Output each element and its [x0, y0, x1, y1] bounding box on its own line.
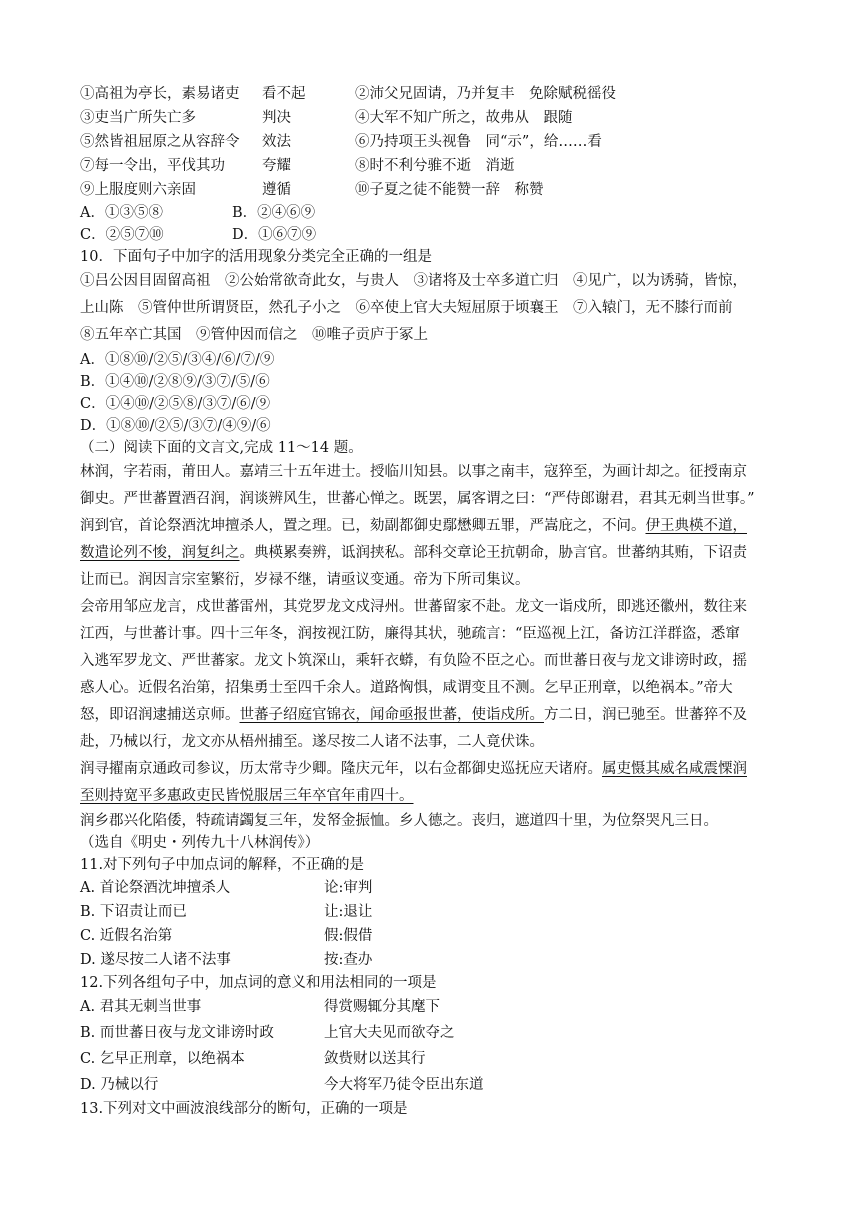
q9-sentence: ⑤然皆祖屈原之从容辞令: [80, 134, 240, 150]
q11-gloss: 论:审判: [324, 880, 373, 896]
answer-option-c: C．②⑤⑦⑩: [80, 227, 164, 243]
q11-option: [80, 948, 790, 972]
q13-stem: 13.下列对文中画波浪线部分的断句，正确的一项是: [80, 1101, 408, 1117]
q12-sentence-a: B. 而世蕃日夜与龙文诽谤时政: [80, 1025, 274, 1041]
q11-gloss: 让:退让: [324, 904, 373, 920]
q9-sentence-pair: ⑥乃持项王头视鲁 同“示”，给……看: [355, 134, 602, 150]
q12-sentence-a: C. 乞早正刑章，以绝祸本: [80, 1051, 245, 1067]
q9-sentence: ①高祖为亭长，素易诸吏: [80, 86, 240, 102]
q11-option: [80, 900, 790, 924]
passage-source: （选自《明史・列传九十八林润传》）: [80, 835, 320, 851]
q11-sentence: C. 近假名治第: [80, 928, 173, 944]
q12-option: [80, 1046, 790, 1072]
answer-option-b: B．②④⑥⑨: [232, 205, 316, 221]
passage-text: 润到官，首论祭酒沈坤擅杀人，置之理。已，劾副都御史鄢懋卿五罪，严嵩庇之，不问。: [80, 518, 646, 534]
q9-sentence-pair: ⑩子夏之徒不能赞一辞 称赞: [355, 182, 544, 198]
q10-option-a: A．①⑧⑩/②⑤/③④/⑥/⑦/⑨: [80, 352, 275, 368]
q9-sentence: ⑨上服度则六亲固: [80, 182, 196, 198]
q12-stem: 12.下列各组句子中，加点词的意义和用法相同的一项是: [80, 975, 437, 991]
q12-sentence-a: D. 乃械以行: [80, 1077, 159, 1093]
q12-option: [80, 994, 790, 1020]
q9-answer-row: [80, 202, 790, 224]
passage-line: [80, 756, 790, 783]
passage-line: 林润，字若雨，莆田人。嘉靖三十五年进士。授临川知县。以事之南丰，寇猝至，为画计却之。征授南京: [80, 464, 747, 480]
passage-line: [80, 702, 790, 729]
q11-option: [80, 876, 790, 900]
q12-sentence-b: 敛赀财以送其行: [324, 1051, 426, 1067]
passage-line: 让而已。润因言宗室繁衍，岁禄不继，请亟议变通。帝为下所司集议。: [80, 572, 530, 588]
q10-line: ⑧五年卒亡其国 ⑨管仲因而信之 ⑩唯子贡庐于冢上: [80, 327, 428, 343]
q9-gloss: 看不起: [262, 86, 306, 102]
passage-line: 御史。严世蕃置酒召润，润谈辨风生，世蕃心惮之。既罢，属客谓之曰：“严侍郎谢君，君其无刺当世事。”: [80, 491, 755, 507]
q11-option: [80, 924, 790, 948]
q9-row: [80, 130, 790, 154]
q9-row: [80, 178, 790, 202]
q12-option: [80, 1020, 790, 1046]
q9-row: [80, 82, 790, 106]
passage-line: 江西，与世蕃计事。四十三年冬，润按视江防，廉得其状，驰疏言：“臣巡视上江，备访江洋群盗，悉窜: [80, 626, 740, 642]
passage-text: 润寻擢南京通政司参议，历太常寺少卿。隆庆元年，以右佥都御史巡抚应天诸府。: [80, 761, 602, 777]
q10-line: 上山陈 ⑤管仲世所谓贤臣，然孔子小之 ⑥卒使上官大夫短屈原于顷襄王 ⑦入辕门，无不膝行而前: [80, 300, 733, 316]
passage-line: 润乡郡兴化陷倭，特疏请蠲复三年，发帑金振恤。乡人德之。丧归，遮道四十里，为位祭哭凡三日。: [80, 813, 718, 829]
q9-sentence-pair: ②沛父兄固请，乃并复丰 免除赋税徭役: [355, 86, 616, 102]
q12-option: [80, 1072, 790, 1098]
q10-stem: 10．下面句子中加字的活用现象分类完全正确的一组是: [80, 249, 432, 265]
passage-line: 会帝用邹应龙言，戍世蕃雷州，其党罗龙文戍浔州。世蕃留家不赴。龙文一诣戍所，即逃还徽州，数往来: [80, 599, 747, 615]
passage-text: 方二日，润已驰至。世蕃猝不及: [544, 707, 747, 723]
q11-stem: 11.对下列句子中加点词的解释，不正确的是: [80, 857, 365, 873]
exam-page: [80, 82, 790, 1120]
q12-sentence-a: A. 君其无刺当世事: [80, 999, 202, 1015]
q9-gloss: 遵循: [262, 182, 291, 198]
answer-option-d: D．①⑥⑦⑨: [232, 227, 317, 243]
q10-option-b: B．①④⑩/②⑧⑨/③⑦/⑤/⑥: [80, 374, 270, 390]
q11-gloss: 按:查办: [324, 952, 373, 968]
q12-sentence-b: 上官大夫见而欲夺之: [324, 1025, 455, 1041]
q12-sentence-b: 得赏赐辄分其麾下: [324, 999, 440, 1015]
q10-line: ①吕公因目固留高祖 ②公始常欲奇此女，与贵人 ③诸将及士卒多道亡归 ④见广，以为诱骑，皆惊，: [80, 273, 747, 289]
q9-row: [80, 154, 790, 178]
q9-sentence: ⑦每一令出，平伐其功: [80, 158, 225, 174]
answer-option-a: A．①③⑤⑧: [80, 205, 163, 221]
q9-row: [80, 106, 790, 130]
q10-option-c: C．①④⑩/②⑤⑧/③⑦/⑥/⑨: [80, 396, 271, 412]
underlined-text: 数遣论列不悛，润复纠之: [80, 545, 240, 561]
passage-line: [80, 513, 790, 540]
q9-gloss: 夸耀: [262, 158, 291, 174]
q9-answer-row: [80, 224, 790, 246]
q9-sentence-pair: ⑧时不利兮骓不逝 消逝: [355, 158, 515, 174]
q9-sentence-pair: ④大军不知广所之，故弗从 跟随: [355, 110, 573, 126]
underlined-text: 世蕃子绍庭官锦衣，闻命亟报世蕃，使诣戍所。: [239, 707, 544, 723]
q12-sentence-b: 今大将军乃徒令臣出东道: [324, 1077, 484, 1093]
passage-text: 。典楧累奏辨，诋润挟私。部科交章论王抗朝命，胁言官。世蕃纳其贿，下诏责: [239, 545, 747, 561]
wavy-underlined-text: 至则持宽平多惠政吏民皆悦服居三年卒官年甫四十。: [80, 788, 414, 804]
passage-line: 入逃军罗龙文、严世蕃家。龙文卜筑深山，乘轩衣蟒，有负险不臣之心。而世蕃日夜与龙文诽谤时政，摇: [80, 653, 747, 669]
underlined-text: 伊王典楧不道，: [645, 518, 747, 534]
passage-text: 怒，即诏润逮捕送京师。: [80, 707, 240, 723]
passage: [80, 459, 790, 854]
wavy-underlined-text: 属吏慑其威名咸震慄润: [602, 761, 747, 777]
q10-option-d: D．①⑧⑩/②⑤/③⑦/④⑨/⑥: [80, 418, 271, 434]
q11-sentence: D. 遂尽按二人诸不法事: [80, 952, 231, 968]
q11-gloss: 假:假借: [324, 928, 373, 944]
q9-items: [80, 82, 790, 202]
q11-sentence: A. 首论祭酒沈坤擅杀人: [80, 880, 231, 896]
passage-line: 惑人心。近假名治第，招集勇士至四千余人。道路恟惧，咸谓变且不测。乞早正刑章，以绝祸本。”帝大: [80, 680, 733, 696]
passage-line: 赴，乃械以行，龙文亦从梧州捕至。遂尽按二人诸不法事，二人竟伏诛。: [80, 734, 544, 750]
q9-gloss: 判决: [262, 110, 291, 126]
passage-line: [80, 540, 790, 567]
q11-sentence: B. 下诏责让而已: [80, 904, 187, 920]
q9-gloss: 效法: [262, 134, 291, 150]
q9-sentence: ③吏当广所失亡多: [80, 110, 196, 126]
section-heading: （二）阅读下面的文言文,完成 11～14 题。: [80, 440, 363, 456]
passage-line: [80, 783, 790, 810]
